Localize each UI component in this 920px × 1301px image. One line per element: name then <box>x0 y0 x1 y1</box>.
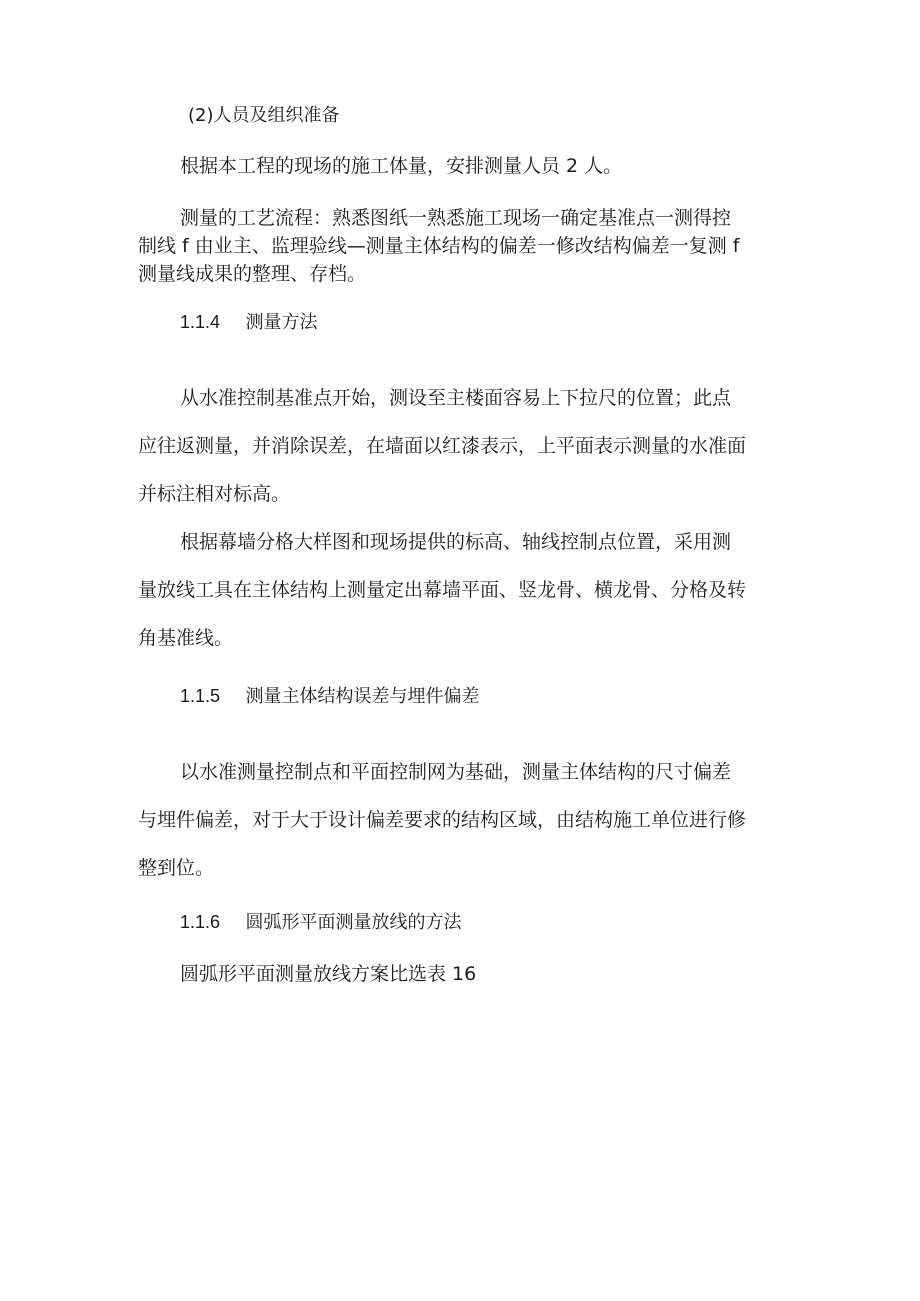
personnel-heading: (2)人员及组织准备 <box>188 105 340 126</box>
section-115-number: 1.1.5 <box>180 686 221 706</box>
workflow-line-3: 测量线成果的整理、存档。 <box>138 263 367 285</box>
method-para1-line-3: 并标注相对标高。 <box>138 483 291 505</box>
method-para2-line-3: 角基准线。 <box>138 627 234 649</box>
error-para-line-2: 与埋件偏差，对于大于设计偏差要求的结构区域，由结构施工单位进行修 <box>138 809 747 831</box>
method-para1-line-2: 应往返测量，并消除误差，在墙面以红漆表示，上平面表示测量的水准面 <box>138 435 747 457</box>
section-116-number: 1.1.6 <box>180 912 221 932</box>
section-115-title: 测量主体结构误差与埋件偏差 <box>245 686 480 707</box>
personnel-paragraph-1: 根据本工程的现场的施工体量，安排测量人员 2 人。 <box>180 155 623 177</box>
section-114-title: 测量方法 <box>245 312 318 333</box>
error-para-line-3: 整到位。 <box>138 857 215 879</box>
method-para2-line-2: 量放线工具在主体结构上测量定出幕墙平面、竖龙骨、横龙骨、分格及转 <box>138 579 747 601</box>
section-115-heading <box>180 684 480 709</box>
method-para1-line-1: 从水准控制基准点开始，测设至主楼面容易上下拉尺的位置；此点 <box>180 387 732 409</box>
error-para-line-1: 以水准测量控制点和平面控制网为基础，测量主体结构的尺寸偏差 <box>180 761 732 783</box>
section-116-heading <box>180 910 462 935</box>
section-114-number: 1.1.4 <box>180 312 221 332</box>
workflow-line-2: 制线 f 由业主、监理验线—测量主体结构的偏差一修改结构偏差一复测 f <box>138 235 740 257</box>
section-114-heading <box>180 310 318 335</box>
section-116-title: 圆弧形平面测量放线的方法 <box>245 912 462 933</box>
workflow-line-1: 测量的工艺流程：熟悉图纸一熟悉施工现场一确定基准点一测得控 <box>180 207 732 229</box>
method-para2-line-1: 根据幕墙分格大样图和现场提供的标高、轴线控制点位置，采用测 <box>180 531 732 553</box>
table-caption: 圆弧形平面测量放线方案比选表 16 <box>180 963 477 985</box>
